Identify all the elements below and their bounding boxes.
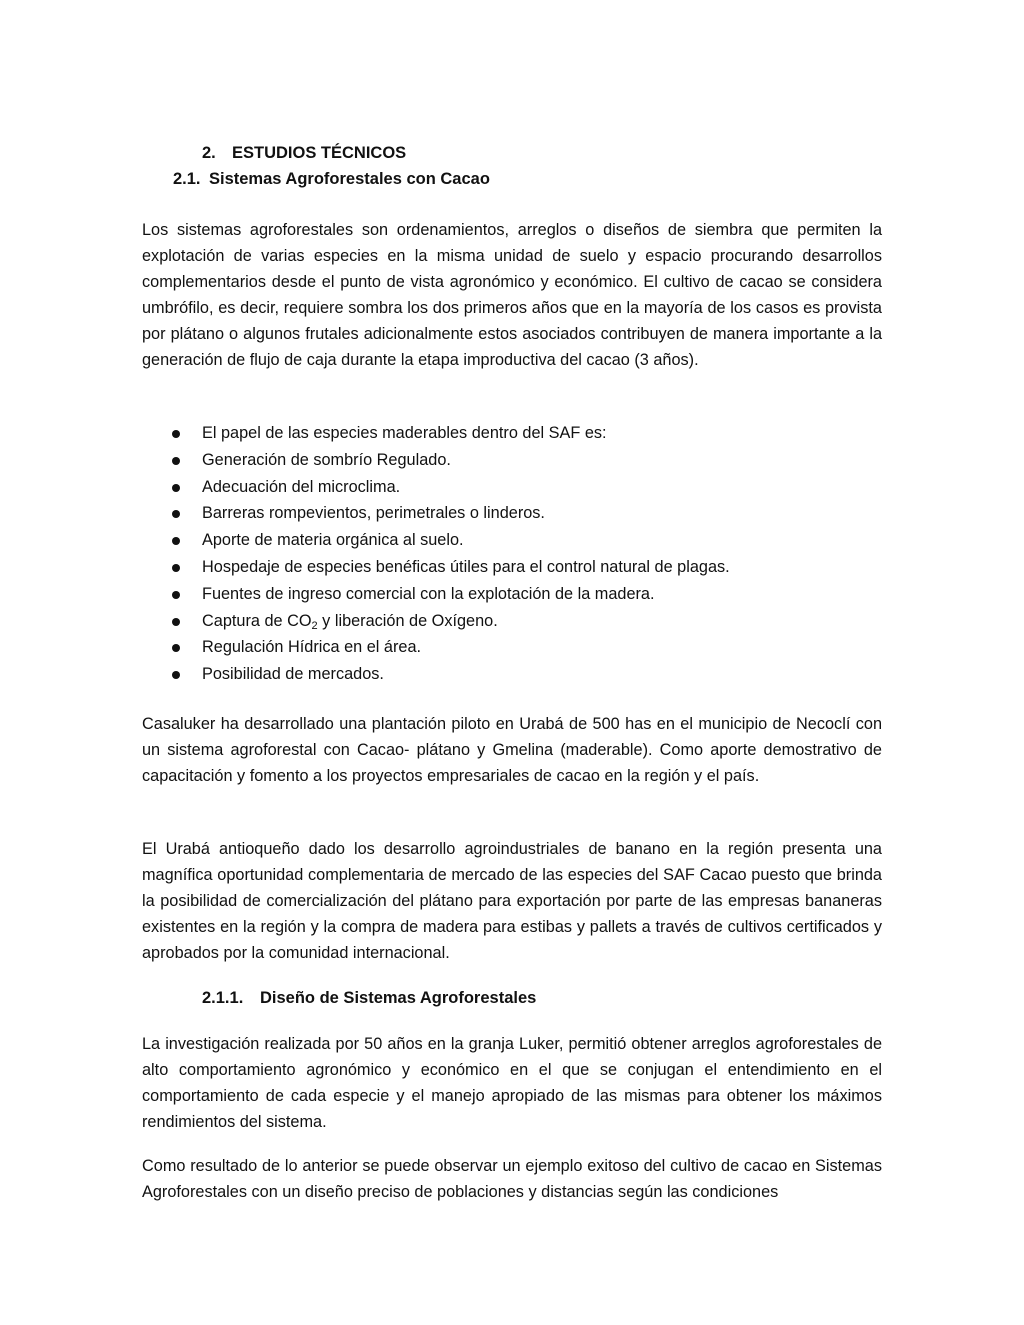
paragraph-investigacion: La investigación realizada por 50 años en la granja Luker, permitió obtener arreglos agroforestales de alto comportamiento agronómico y económico en el que se conjugan el entendimiento en el comportamiento de cada especie y el manejo apropiado de las mismas para obtener los máximos rendimientos del sistema. xyxy=(142,1035,882,1131)
section-heading xyxy=(202,142,406,164)
list-item-text: Generación de sombrío Regulado. xyxy=(202,450,451,469)
list-item-text: Fuentes de ingreso comercial con la explotación de la madera. xyxy=(202,584,655,603)
list-item-text: Adecuación del microclima. xyxy=(202,477,401,496)
subsection-heading xyxy=(173,168,490,190)
bullet-icon xyxy=(172,618,180,626)
list-item xyxy=(0,527,1024,554)
subsubsection-number: 2.1.1. xyxy=(202,989,244,1007)
co2-text-before: Captura de CO xyxy=(202,611,312,630)
co2-text-after: y liberación de Oxígeno. xyxy=(317,611,498,630)
bullet-icon xyxy=(172,644,180,652)
bullet-icon xyxy=(172,430,180,438)
list-item xyxy=(0,581,1024,608)
paragraph-intro: Los sistemas agroforestales son ordenamientos, arreglos o diseños de siembra que permiten la explotación de varias especies en la misma unidad de suelo y espacio procurando desarrollos complementarios desde el punto de vista agronómico y económico. El cultivo de cacao se considera umbrófilo, es decir, requiere sombra los dos primeros años que en la mayoría de los casos es provista por plátano o algunos frutales adicionalmente estos asociados contribuyen de manera importante a la generación de flujo de caja durante la etapa improductiva del cacao (3 años). xyxy=(142,221,882,369)
list-item xyxy=(0,474,1024,501)
subsection-number: 2.1. xyxy=(173,170,201,188)
list-item xyxy=(0,447,1024,474)
list-item-text-co2 xyxy=(202,608,498,635)
bullet-icon xyxy=(172,591,180,599)
bullet-icon xyxy=(172,457,180,465)
list-item-text: Posibilidad de mercados. xyxy=(202,665,384,684)
paragraph-resultado: Como resultado de lo anterior se puede observar un ejemplo exitoso del cultivo de cacao en Sistemas Agroforestales con un diseño preciso de poblaciones y distancias según las condiciones xyxy=(142,1157,882,1201)
list-item-text: Aporte de materia orgánica al suelo. xyxy=(202,531,464,550)
list-item xyxy=(0,661,1024,688)
bullet-icon xyxy=(172,484,180,492)
paragraph-uraba: El Urabá antioqueño dado los desarrollo agroindustriales de banano en la región presenta una magnífica oportunidad complementaria de mercado de las especies del SAF Cacao puesto que brinda la posibilidad de comercialización del plátano para exportación por parte de las empresas bananeras existentes en la región y la compra de madera para estibas y pallets a través de cultivos certificados y aprobados por la comunidad internacional. xyxy=(142,840,882,962)
section-title: ESTUDIOS TÉCNICOS xyxy=(232,144,407,162)
list-item xyxy=(0,420,1024,447)
list-item xyxy=(0,500,1024,527)
bullet-icon xyxy=(172,671,180,679)
list-item xyxy=(0,554,1024,581)
list-item xyxy=(0,608,1024,635)
subsection-title: Sistemas Agroforestales con Cacao xyxy=(209,170,490,188)
list-item-text: Barreras rompevientos, perimetrales o linderos. xyxy=(202,504,545,523)
bullet-icon xyxy=(172,537,180,545)
list-item-text: El papel de las especies maderables dentro del SAF es: xyxy=(202,424,607,442)
list-item xyxy=(0,634,1024,661)
subsubsection-heading xyxy=(202,987,536,1009)
subsubsection-title: Diseño de Sistemas Agroforestales xyxy=(260,989,537,1007)
section-number: 2. xyxy=(202,144,216,162)
co2-subscript: 2 xyxy=(311,619,318,632)
bullet-icon xyxy=(172,564,180,572)
bullet-icon xyxy=(172,510,180,518)
list-item-text: Hospedaje de especies benéficas útiles para el control natural de plagas. xyxy=(202,557,730,576)
list-item-text: Regulación Hídrica en el área. xyxy=(202,638,422,657)
bullet-list xyxy=(0,420,1024,688)
paragraph-casaluker: Casaluker ha desarrollado una plantación piloto en Urabá de 500 has en el municipio de Necoclí con un sistema agroforestal con Cacao- plátano y Gmelina (maderable). Como aporte demostrativo de capacitación y fomento a los proyectos empresariales de cacao en la región y el país. xyxy=(142,715,882,785)
